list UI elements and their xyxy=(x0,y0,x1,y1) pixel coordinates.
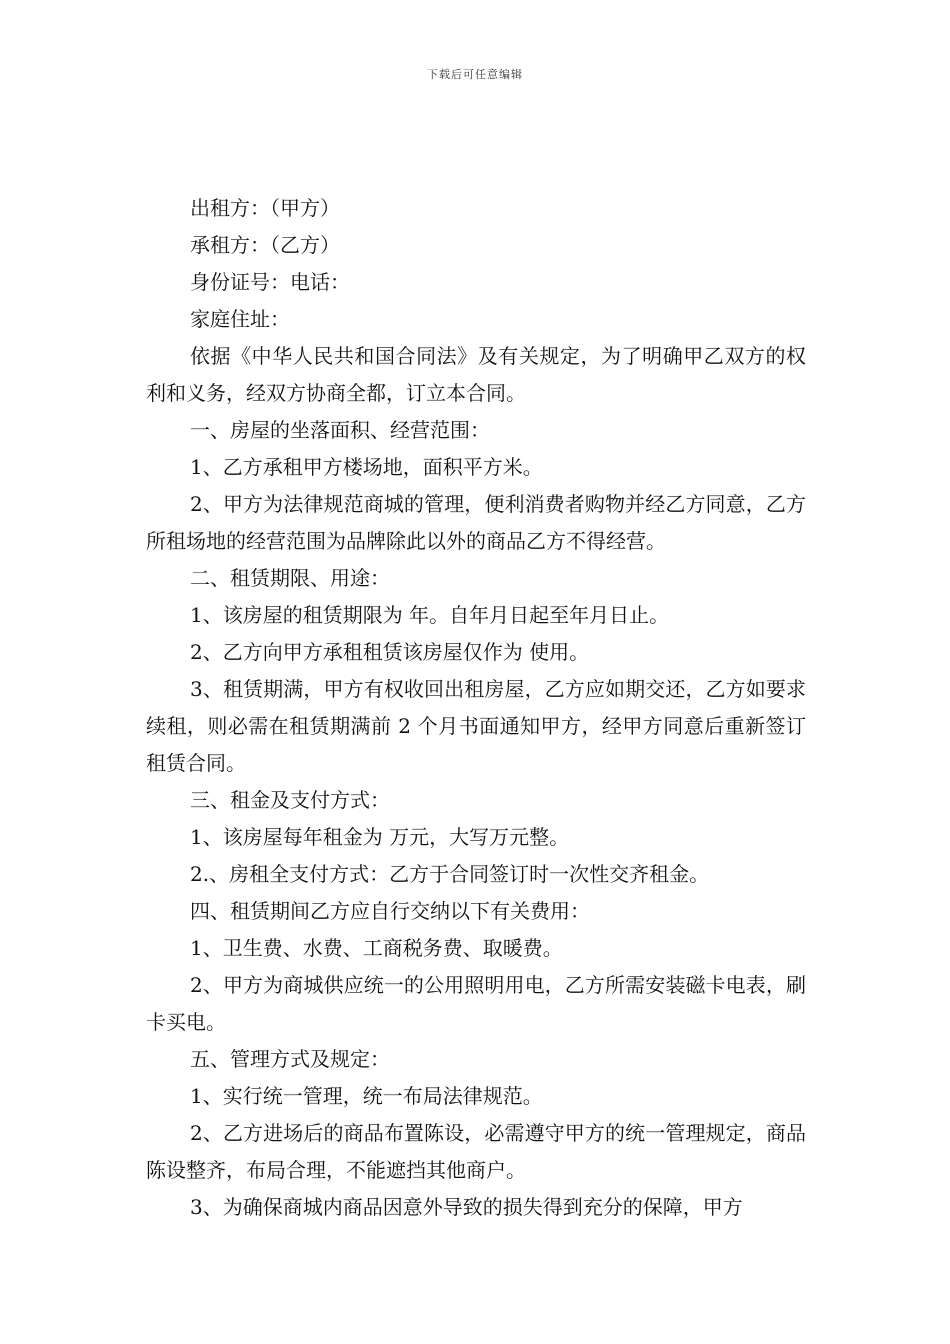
section-1-heading: 一、房屋的坐落面积、经营范围： xyxy=(190,418,490,442)
section-5-item-3: 3、为确保商城内商品因意外导致的损失得到充分的保障，甲方 xyxy=(190,1195,743,1219)
section-4-heading: 四、租赁期间乙方应自行交纳以下有关费用： xyxy=(190,899,590,923)
section-2-heading: 二、租赁期限、用途： xyxy=(190,566,390,590)
section-1-item-1: 1、乙方承租甲方楼场地，面积平方米。 xyxy=(190,455,543,479)
section-3-item-2: 2.、房租全支付方式：乙方于合同签订时一次性交齐租金。 xyxy=(190,862,710,886)
address-line: 家庭住址： xyxy=(190,307,290,331)
contract-body xyxy=(146,190,806,1226)
section-5-heading: 五、管理方式及规定： xyxy=(190,1047,390,1071)
lessee-line: 承租方：（乙方） xyxy=(190,233,340,257)
section-5-item-2: 2、乙方进场后的商品布置陈设，必需遵守甲方的统一管理规定，商品陈设整齐，布局合理，不能遮挡其他商户。 xyxy=(146,1121,806,1182)
section-4-item-1: 1、卫生费、水费、工商税务费、取暖费。 xyxy=(190,936,563,960)
section-5-item-1: 1、实行统一管理，统一布局法律规范。 xyxy=(190,1084,543,1108)
header-note: 下载后可任意编辑 xyxy=(427,68,523,81)
id-phone-line: 身份证号：电话： xyxy=(190,270,350,294)
section-2-item-1: 1、该房屋的租赁期限为 年。自年月日起至年月日止。 xyxy=(190,603,670,627)
section-2-item-3: 3、租赁期满，甲方有权收回出租房屋，乙方应如期交还，乙方如要求续租，则必需在租赁期满前 2 个月书面通知甲方，经甲方同意后重新签订租赁合同。 xyxy=(146,677,806,775)
section-3-heading: 三、租金及支付方式： xyxy=(190,788,390,812)
preamble-paragraph: 依据《中华人民共和国合同法》及有关规定，为了明确甲乙双方的权利和义务，经双方协商全都，订立本合同。 xyxy=(146,344,806,405)
section-2-item-2: 2、乙方向甲方承租租赁该房屋仅作为 使用。 xyxy=(190,640,590,664)
lessor-line: 出租方：（甲方） xyxy=(190,196,340,220)
section-1-item-2: 2、甲方为法律规范商城的管理，便利消费者购物并经乙方同意，乙方所租场地的经营范围为品牌除此以外的商品乙方不得经营。 xyxy=(146,492,806,553)
section-4-item-2: 2、甲方为商城供应统一的公用照明用电，乙方所需安装磁卡电表，刷卡买电。 xyxy=(146,973,806,1034)
section-3-item-1: 1、该房屋每年租金为 万元，大写万元整。 xyxy=(190,825,570,849)
